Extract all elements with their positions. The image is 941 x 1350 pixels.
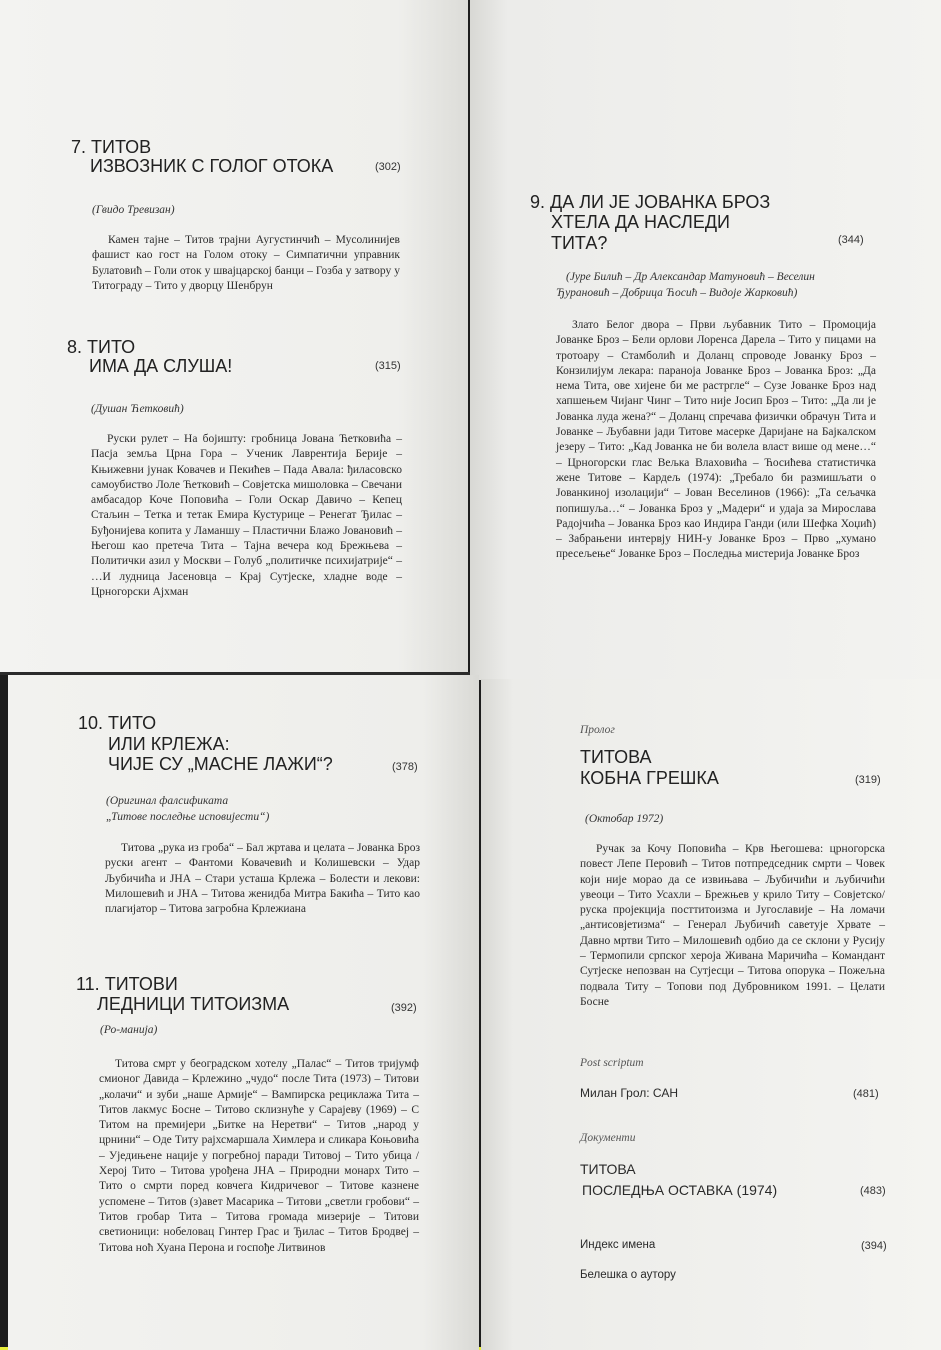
chapter-7-author: (Гвидо Тревизан) [92, 204, 175, 216]
chapter-10-page: (378) [392, 761, 418, 773]
chapter-8-title [67, 337, 135, 358]
chapter-title-line: ТИТОВИ [104, 974, 178, 994]
chapter-10-summary: Титова „рука из гроба“ – Бал жртава и целата – Јованка Броз руски агент – Фантоми Ковачевић и Колишевски – Удар Љубичића и ЈНА – Стари усташа Крлежа – Болести и лекови: Милошевић и ЈНА – Титова женидба Митра Бакића – Тито као плагијатор – Титова загробна Крлежиана [105, 842, 420, 916]
chapter-10-author-line1: (Оригинал фалсификата [106, 795, 229, 807]
chapter-10-title [78, 713, 156, 734]
chapter-number: 7. [71, 137, 87, 157]
chapter-10-title-line2: ИЛИ КРЛЕЖА: [108, 734, 230, 754]
postscript-entry: Милан Грол: САН [580, 1086, 678, 1100]
prologue-page: (319) [855, 774, 881, 786]
chapter-10-title-line3: ЧИЈЕ СУ „МАСНЕ ЛАЖИ“? [108, 754, 333, 774]
chapter-11-title-line2: ЛЕДНИЦИ ТИТОИЗМА [97, 994, 290, 1014]
chapter-8-author: (Душан Ћетковић) [91, 403, 184, 415]
prologue-author: (Октобар 1972) [585, 813, 664, 825]
index-label: Индекс имена [580, 1239, 656, 1251]
author-note-label: Белешка о аутору [580, 1269, 676, 1281]
chapter-10-author-line2: „Титове последње исповијести“) [106, 811, 270, 823]
page-bottom-left [8, 675, 479, 1350]
chapter-8-title-line2: ИМА ДА СЛУША! [89, 356, 233, 376]
page-top-right [470, 0, 941, 680]
prologue-title-line1: ТИТОВА [580, 747, 652, 767]
chapter-title-line: ТИТОВ [91, 137, 152, 157]
chapter-number: 8. [67, 337, 83, 357]
chapter-8-page: (315) [375, 360, 401, 372]
chapter-7-title [71, 137, 151, 158]
prologue-summary: Ручак за Кочу Поповића – Крв Његошева: црногорска повест Лепе Перовић – Титов потпредседник смрти – Човек који није морао да се извињава – Љубичићи и љубичићи увеоци – Тито Усахли – Брежњев у крило Титу – Совјетско/руска пројекција посттитоизма и Југославије – На ломачи „антисовјетизма“ – Генерал Љубичић саветује Хрвате – Давно мртви Тито – Милошевић одбио да се склони у Русију – Термопили српског хероја Живана Маричића – Командант Сутјеске непозван на Сутјесци – Титова опорука – Пожељна подвала Титу – Топови под Дубровником 1991. – Целати Босне [580, 843, 885, 1008]
chapter-7-title-line2: ИЗВОЗНИК С ГОЛОГ ОТОКА [90, 156, 334, 176]
page-bottom-right [481, 679, 941, 1350]
chapter-number: 9. [530, 192, 546, 212]
chapter-9-author-line1: (Јуре Билић – Др Александар Матуновић – Веселин [566, 271, 815, 283]
documents-title-line1: ТИТОВА [580, 1161, 636, 1177]
chapter-number: 10. [78, 713, 104, 733]
prologue-title-line2: КОБНА ГРЕШКА [580, 768, 719, 788]
documents-title-line2: ПОСЛЕДЊА ОСТАВКА (1974) [582, 1182, 778, 1198]
chapter-number: 11. [76, 974, 100, 994]
chapter-11-page: (392) [391, 1002, 417, 1014]
page-top-left [0, 0, 468, 672]
chapter-9-title-line2: ХТЕЛА ДА НАСЛЕДИ [551, 212, 730, 232]
chapter-9-title-line3: ТИТА? [551, 233, 608, 253]
chapter-7-summary: Камен тајне – Титов трајни Аугустинчић – Мусолинијев фашист као гост на Голом отоку – Симпатични управник Булатовић – Голи оток у швајцарској банци – Гозба у затвору у Титограду – Тито у дворцу Шенбрун [92, 234, 400, 292]
prologue-label: Пролог [580, 724, 615, 736]
chapter-9-summary: Злато Белог двора – Први љубавник Тито – Промоција Јованке Броз – Бели орлови Лоренса Дарела – Тито у пицами на тротоару – Стамболић и Доланц спроводе Јованку Броз – Конзилијум лекара: параноја Јованке Броз – Јованка Броз: „Да нема Тита, ове хијене би ме растргле“ – Сузе Јованке Броз над хапшењем Чијанг Чинг – Тито није Јосип Броз – Тито: „Да ли је Јованка луда жена?“ – Доланц спречава физички обрачун Тита и Јованке – Љубавни јади Титове масерке Даријане на Бајкалском језеру – Тито: „Кад Јованка не би волела власт више од мене…“ – Црногорски глас Вељка Влаховића – Ћосићева статистичка жене Титове – Кардељ (1974): „Требало би размишљати о Јованкиној изолацији“ – Јован Веселинов (1966): „Та сељачка попишуља…“ – Јованка Броз у „Мадери“ и удаја за Мирослава Радојчића – Јованка Броз као Индира Ганди (или Шефка Хоџић) – Забрањени интервју НИН-у Јованке Броз – Прво „хумано пресељење“ Јованке Броз – Последња мистерија Јованке Броз [556, 319, 876, 561]
chapter-title-line: ДА ЛИ ЈЕ ЈОВАНКА БРОЗ [550, 192, 771, 212]
chapter-11-summary: Титова смрт у београдском хотелу „Палас“ – Титов тријумф смионог Давида – Крлежино „чудо“ после Тита (1973) – Титови „колачи“ и зуби „наше Армије“ – Вампирска рециклажа Тита – Титов лакмус Босне – Титово склизнуће у Сарајеву (1969) – С Титом на премијери „Битке на Неретви“ – Титов „народ у црнини“ – Оде Титу рајхсмаршала Химлера и сликара Коњовића – Уједињене нације у погребној паради Титовој – Тито убица / Херој Тито – Титова урођена ЈНА – Природни монарх Тито – Тито о смрти поред ковчега Кидричевог – Титове казнене успомене – Титов (з)авет Масарика – Титови „светли гробови“ – Титов гробар Тита – Титова громада мизерије – Титови светионици: нобеловац Гинтер Грас и Ђилас – Титов Бродвеј – Титова ноћ Хуана Перона и госпође Литвинов [99, 1058, 419, 1254]
postscript-page: (481) [853, 1088, 879, 1100]
chapter-9-page: (344) [838, 234, 864, 246]
chapter-8-summary: Руски рулет – На бојишту: гробница Јована Ћетковића – Пасја земља Црна Гора – Ученик Лаврентија Берије – Књижевни јунак Ковачев и Пекићев – Пада Авала: ђиласовско самоубиство Лоле Ћетковић – Совјетска мишоловка – Свечани амбасадор Коче Поповића – Голи Оскар Давичо – Кепец Стаљин – Тетка и тетак Емира Кустурице – Ренегат Ђилас – Буђонијева копита у Ламаншу – Пластични Блажо Јовановић – Његош као претеча Тита – Тајна вечера код Брежњева – Политички азил у Москви – Голуб „политичке психијатрије“ – …И лудница Јасеновца – Крај Сутјеске, хладне воде – Црногорски Ајхман [91, 433, 402, 598]
chapter-9-author-line2: Ђурановић – Добрица Ћосић – Видоје Жарковић) [556, 287, 798, 299]
documents-label: Документи [580, 1132, 636, 1144]
chapter-11-title [76, 974, 178, 995]
chapter-9-title [530, 192, 770, 213]
documents-page: (483) [860, 1185, 886, 1197]
index-page: (394) [861, 1240, 887, 1252]
chapter-11-author: (Ро-манија) [100, 1024, 158, 1036]
postscript-label: Post scriptum [580, 1057, 644, 1069]
chapter-7-page: (302) [375, 161, 401, 173]
chapter-title-line: ТИТО [108, 713, 157, 733]
chapter-title-line: ТИТО [87, 337, 136, 357]
